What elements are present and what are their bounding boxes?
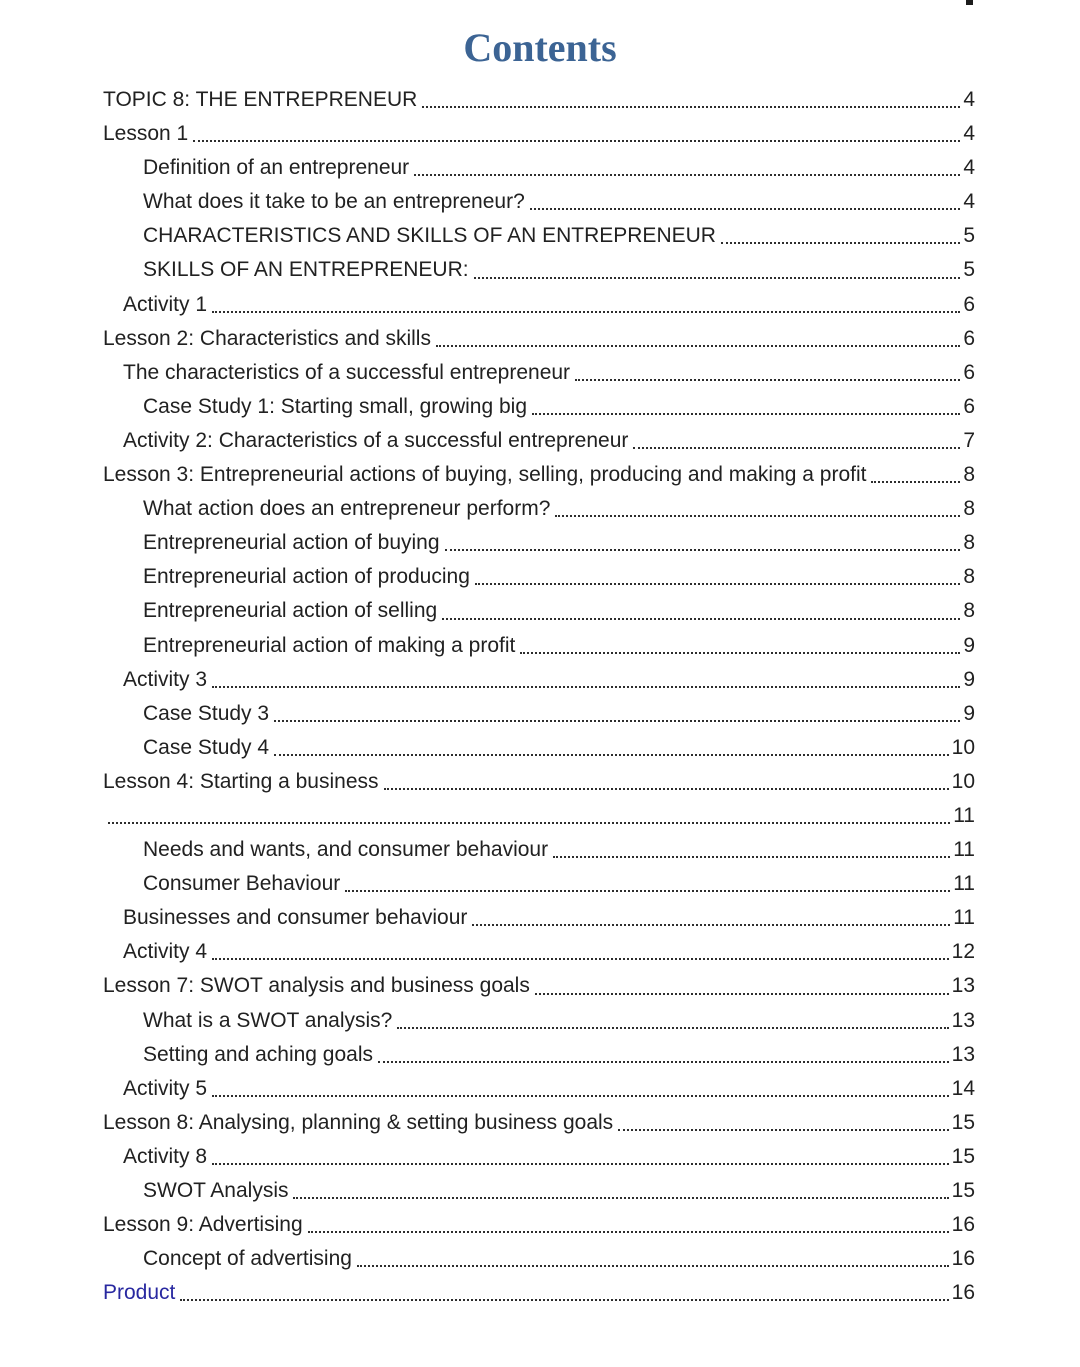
toc-page-number: 16: [951, 1247, 975, 1271]
toc-page-number: 6: [963, 292, 975, 316]
dot-leader: [553, 833, 950, 867]
toc-entry-title: Activity 5: [123, 1076, 208, 1100]
toc-page-number: 14: [951, 1076, 975, 1100]
toc-page-number: 16: [951, 1213, 975, 1237]
toc-entry-title: Needs and wants, and consumer behaviour: [143, 838, 549, 862]
page-title: Contents: [463, 25, 617, 70]
dot-leader: [475, 560, 960, 594]
toc-entry-title: The characteristics of a successful entrepreneur: [123, 360, 571, 384]
dot-leader: [212, 935, 949, 969]
toc-page-number: 6: [963, 326, 975, 350]
toc-entry-title: What is a SWOT analysis?: [143, 1008, 393, 1032]
toc-entry: [103, 697, 975, 731]
dot-leader: [871, 458, 960, 492]
dot-leader: [274, 697, 960, 731]
toc-entry: [103, 731, 975, 765]
toc-entry: [103, 219, 975, 253]
toc-entry: [103, 1038, 975, 1072]
page-edge-artifact: [966, 0, 973, 5]
dot-leader: [212, 663, 960, 697]
toc-entry-title: Case Study 3: [143, 701, 270, 725]
toc-page-number: 13: [951, 1042, 975, 1066]
dot-leader: [474, 253, 961, 287]
toc-entry-title: TOPIC 8: THE ENTREPRENEUR: [103, 88, 418, 111]
toc-entry: [103, 1174, 975, 1208]
toc-entry-title: Lesson 8: Analysing, planning & setting business goals: [103, 1110, 614, 1134]
toc-entry: [103, 629, 975, 663]
dot-leader: [212, 1072, 949, 1106]
toc-entry: [103, 1276, 975, 1310]
toc-page-number: 9: [963, 633, 975, 657]
toc-entry-title: Definition of an entrepreneur: [143, 156, 410, 180]
toc-entry: [103, 83, 975, 117]
dot-leader: [532, 390, 960, 424]
toc-entry: [103, 833, 975, 867]
toc-page-number: 15: [951, 1179, 975, 1202]
dot-leader: [384, 765, 949, 799]
toc-entry-title: CHARACTERISTICS AND SKILLS OF AN ENTREPRENEUR: [143, 224, 716, 248]
toc-entry: [103, 560, 975, 594]
toc-entry-title: Entrepreneurial action of selling: [143, 599, 438, 623]
toc-entry-title: Concept of advertising: [143, 1247, 352, 1271]
dot-leader: [414, 151, 960, 185]
toc-entry: [103, 1106, 975, 1140]
dot-leader: [293, 1174, 948, 1208]
toc-entry: [103, 322, 975, 356]
toc-entry-title: Case Study 1: Starting small, growing big: [143, 394, 528, 418]
toc-page-number: 4: [963, 122, 975, 146]
toc-entry: [103, 1004, 975, 1038]
toc-page-number: 13: [951, 974, 975, 998]
toc-page-number: 8: [963, 599, 975, 623]
toc-entry-title: Activity 1: [123, 292, 208, 316]
toc-entry-title: Lesson 9: Advertising: [103, 1213, 303, 1237]
toc-page-number: 16: [951, 1281, 975, 1305]
toc-page-number: 9: [963, 701, 975, 725]
dot-leader: [345, 867, 950, 901]
toc-page-number: 5: [963, 258, 975, 282]
toc-page-number: 10: [951, 769, 975, 793]
toc-page-number: 11: [953, 803, 975, 827]
dot-leader: [721, 219, 960, 253]
toc-entry-title: Activity 8: [123, 1144, 208, 1168]
dot-leader: [520, 629, 960, 663]
dot-leader: [530, 185, 961, 219]
toc-entry: [103, 424, 975, 458]
dot-leader: [555, 492, 960, 526]
toc-page-number: 15: [951, 1144, 975, 1168]
toc-entry-title: What action does an entrepreneur perform?: [143, 497, 551, 521]
toc-entry-title: Lesson 2: Characteristics and skills: [103, 326, 431, 350]
toc-entry: [103, 492, 975, 526]
toc-entry: [103, 458, 975, 492]
toc-entry-title: Case Study 4: [143, 735, 270, 759]
toc-entry: [103, 253, 975, 287]
toc-entry-title: SKILLS OF AN ENTREPRENEUR:: [143, 258, 469, 282]
toc-page-number: 4: [963, 156, 975, 180]
toc-entry: [103, 867, 975, 901]
toc-entry: [103, 969, 975, 1003]
dot-leader: [618, 1106, 948, 1140]
toc-entry: [103, 526, 975, 560]
dot-leader: [212, 1140, 949, 1174]
toc-entry-title: Consumer Behaviour: [143, 872, 341, 896]
toc-entry-link[interactable]: Product: [103, 1281, 176, 1305]
toc-entry-title: What does it take to be an entrepreneur?: [143, 190, 525, 214]
toc-page-number: 13: [951, 1008, 975, 1032]
toc-entry: [103, 663, 975, 697]
dot-leader: [472, 901, 950, 935]
toc-page-number: 10: [951, 735, 975, 759]
dot-leader: [378, 1038, 949, 1072]
toc-entry-title: Lesson 4: Starting a business: [103, 769, 379, 793]
toc-page-number: 8: [963, 497, 975, 521]
toc-entry: [103, 356, 975, 390]
toc-entry: [103, 1140, 975, 1174]
toc-entry: [103, 288, 975, 322]
toc-page-number: 12: [951, 940, 975, 964]
dot-leader: [274, 731, 949, 765]
toc-page-number: 7: [963, 428, 975, 452]
toc-page-number: 11: [953, 838, 975, 862]
toc-page-number: 8: [963, 463, 975, 487]
toc-entry: [103, 765, 975, 799]
toc-entry-title: Entrepreneurial action of buying: [143, 531, 440, 555]
dot-leader: [535, 969, 949, 1003]
toc-page-number: 6: [963, 360, 975, 384]
toc-entry: [103, 117, 975, 151]
toc-entry: [103, 594, 975, 628]
toc-entry-title: Setting and aching goals: [143, 1042, 374, 1066]
toc-list: [103, 83, 975, 1310]
toc-page-number: 11: [953, 872, 975, 896]
toc-entry: [103, 390, 975, 424]
dot-leader: [308, 1208, 949, 1242]
dot-leader: [575, 356, 960, 390]
toc-entry-title: Activity 2: Characteristics of a successful entrepreneur: [123, 428, 629, 452]
toc-entry: [103, 935, 975, 969]
toc-entry-title: Activity 3: [123, 667, 208, 691]
dot-leader: [436, 322, 960, 356]
toc-entry-title: Lesson 1: [103, 122, 189, 146]
toc-entry-title: Entrepreneurial action of making a profit: [143, 633, 516, 657]
toc-page-number: 11: [953, 906, 975, 930]
toc-entry-title: Activity 4: [123, 940, 208, 964]
dot-leader: [442, 594, 960, 628]
toc-entry-title: Lesson 3: Entrepreneurial actions of buying, selling, producing and making a profit: [103, 463, 867, 487]
toc-page-number: 4: [963, 88, 975, 111]
toc-entry-title: SWOT Analysis: [143, 1179, 289, 1202]
dot-leader: [397, 1004, 948, 1038]
dot-leader: [212, 288, 960, 322]
toc-entry: [103, 1208, 975, 1242]
dot-leader: [633, 424, 960, 458]
toc-entry: [103, 901, 975, 935]
dot-leader: [422, 83, 960, 117]
toc-entry-title: Businesses and consumer behaviour: [123, 906, 468, 930]
toc-page-number: 9: [963, 667, 975, 691]
toc-entry-title: Lesson 7: SWOT analysis and business goals: [103, 974, 530, 998]
toc-page-number: 6: [963, 394, 975, 418]
toc-entry-title: Entrepreneurial action of producing: [143, 565, 470, 589]
toc-entry: [103, 185, 975, 219]
toc-page-number: 8: [963, 531, 975, 555]
toc-entry: [103, 799, 975, 833]
dot-leader: [445, 526, 961, 560]
toc-entry: [103, 1242, 975, 1276]
toc-page-number: 15: [951, 1110, 975, 1134]
dot-leader: [108, 799, 950, 833]
toc-page-number: 8: [963, 565, 975, 589]
dot-leader: [180, 1276, 948, 1310]
toc-entry: [103, 151, 975, 185]
toc-entry: [103, 1072, 975, 1106]
toc-page-number: 4: [963, 190, 975, 214]
toc-page-number: 5: [963, 224, 975, 248]
dot-leader: [193, 117, 960, 151]
dot-leader: [357, 1242, 949, 1276]
